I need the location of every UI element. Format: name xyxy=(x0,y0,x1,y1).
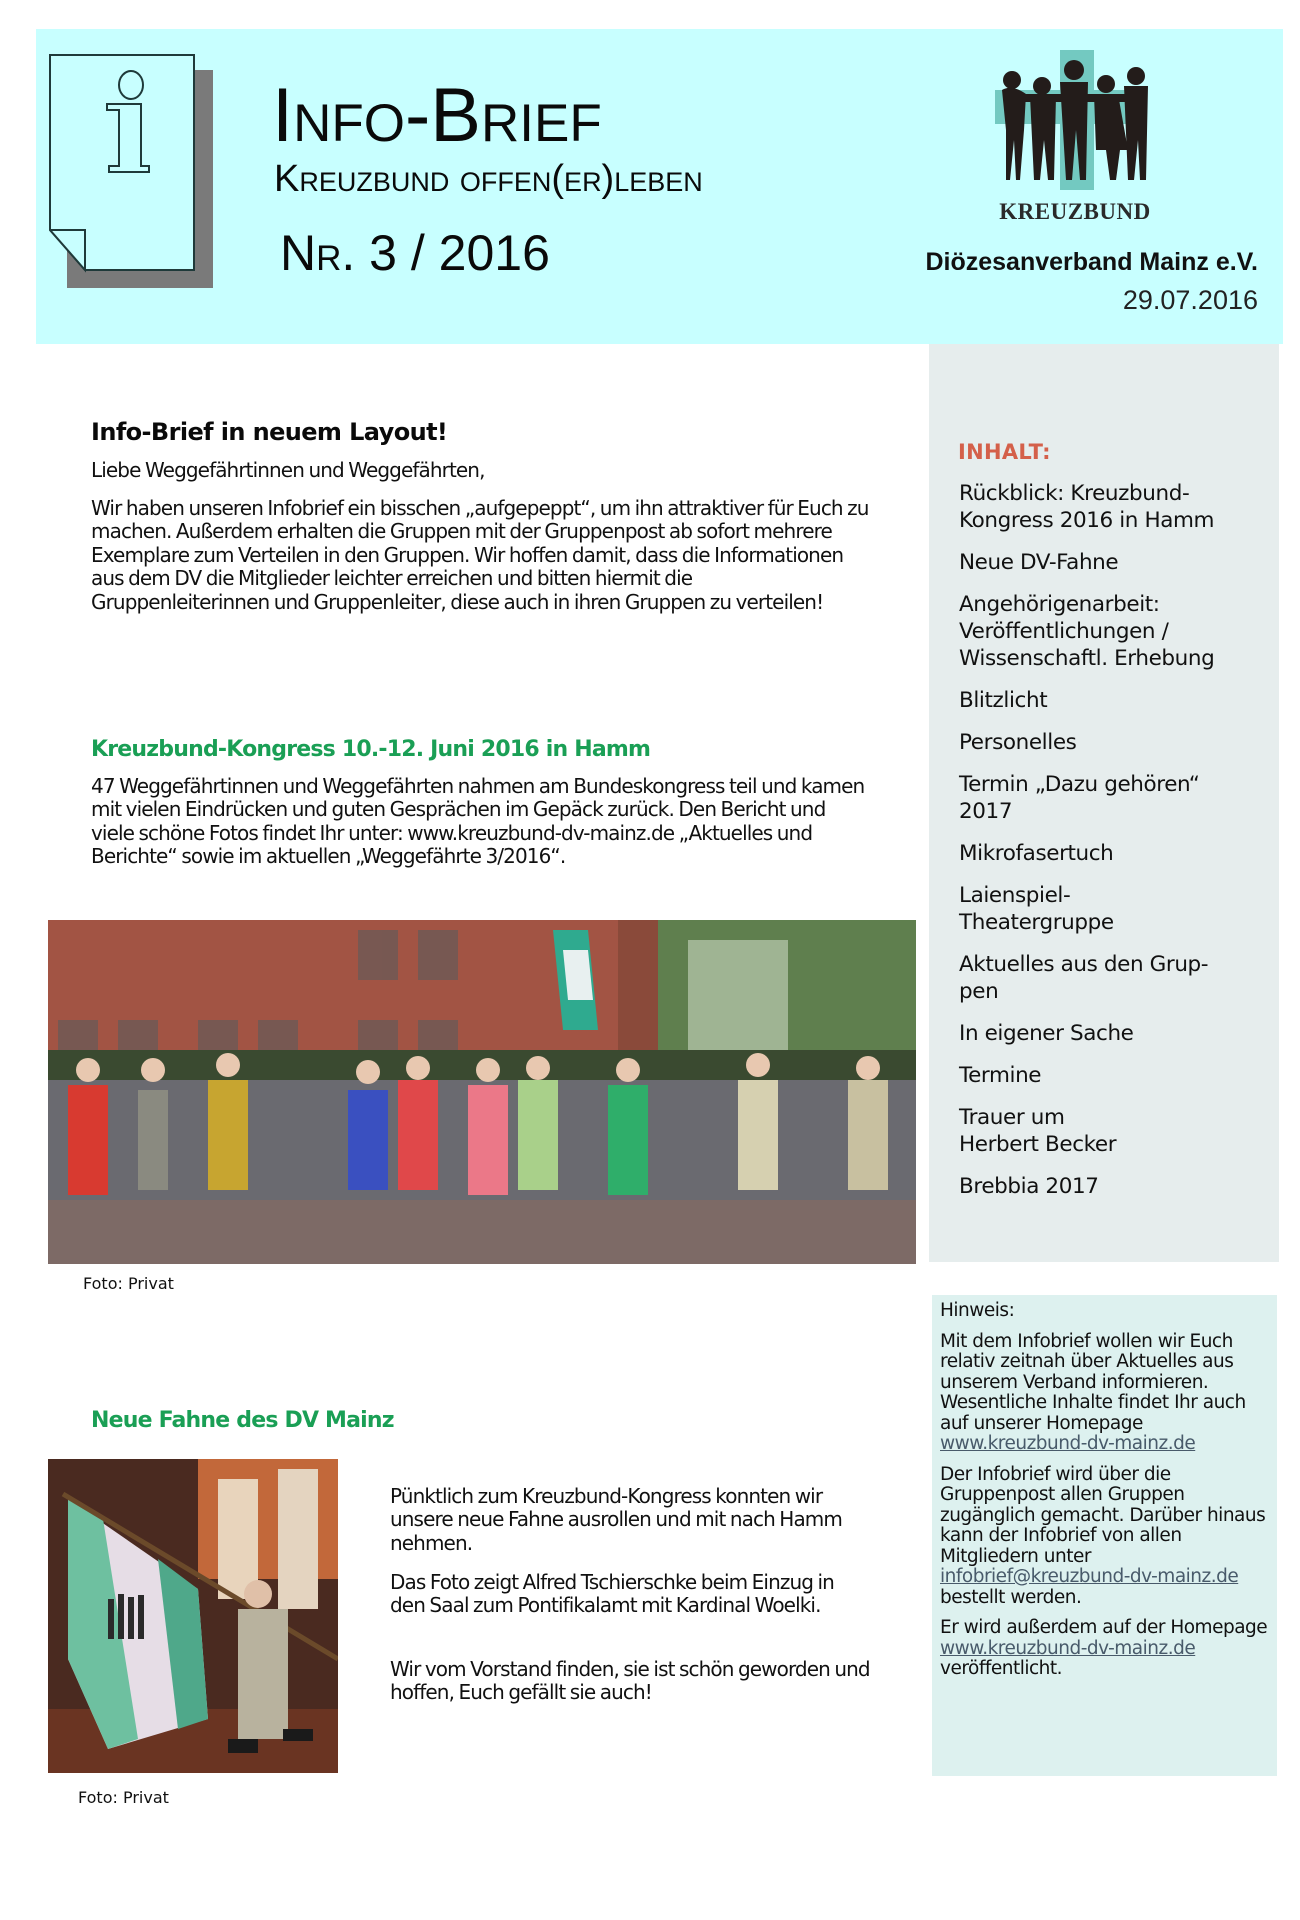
toc-item: Termin „Dazu gehören“ 2017 xyxy=(959,772,1200,824)
hinweis-text: Er wird außerdem auf der Homepage xyxy=(940,1617,1268,1638)
group-photo xyxy=(48,920,916,1264)
toc-item: Angehörigenarbeit: Veröffentlichungen / Wissenschaftl. Erhebung xyxy=(959,592,1215,671)
photo-caption: Foto: Privat xyxy=(83,1274,174,1293)
fahne-paragraph: Wir vom Vorstand finden, sie ist schön geworden und hoffen, Euch gefällt sie auch! xyxy=(390,1657,870,1705)
toc-item: Laienspiel- Theatergruppe xyxy=(959,883,1114,935)
flag-photo xyxy=(48,1459,338,1773)
hinweis-paragraph xyxy=(940,1618,1275,1680)
newsletter-title: Info-Brief xyxy=(272,73,602,158)
newsletter-subtitle: Kreuzbund offen(er)leben xyxy=(274,158,703,200)
intro-body: Wir haben unseren Infobrief ein bisschen „aufgepeppt“, um ihn attraktiver für Euch zu machen. Außerdem erhalten die Gruppen mit der Gruppenpost ab sofort mehrere Exemplare zum Verteilen in den Gruppen. Wir hoffen damit, dass die Informationen aus dem DV die Mitglieder leichter erreichen und bitten hiermit die Gruppenleiterinnen und Gruppenleiter, diese auch in ihren Gruppen zu verteilen! xyxy=(91,496,869,614)
homepage-link[interactable]: www.kreuzbund-dv-mainz.de xyxy=(940,1433,1196,1454)
kreuzbund-logo-icon xyxy=(990,50,1158,190)
hinweis-text: bestellt werden. xyxy=(940,1586,1082,1608)
fahne-paragraph: Pünktlich zum Kreuzbund-Kongress konnten wir unsere neue Fahne ausrollen und mit nach Hamm nehmen. xyxy=(390,1484,842,1555)
toc-item: Mikrofasertuch xyxy=(959,841,1114,866)
hinweis-text: Mit dem Infobrief wollen wir Euch relativ zeitnah über Aktuelles aus unserem Verband informieren. Wesentliche Inhalte findet Ihr auch auf unserer Homepage xyxy=(940,1330,1246,1434)
hinweis-text: veröffentlicht. xyxy=(940,1658,1063,1679)
toc-item: Rückblick: Kreuzbund- Kongress 2016 in Hamm xyxy=(959,481,1215,533)
toc-item: In eigener Sache xyxy=(959,1021,1134,1046)
toc-item: Personelles xyxy=(959,730,1077,755)
kongress-body: 47 Weggefährtinnen und Weggefährten nahmen am Bundeskongress teil und kamen mit vielen Eindrücken und guten Gesprächen im Gepäck zurück. Den Bericht und viele schöne Fotos findet Ihr unter: www.kreuzbund-dv-mainz.de „Aktuelles und Berichte“ sowie im aktuellen „Weggefährte 3/2016“. xyxy=(91,774,865,869)
organization-name: Diözesanverband Mainz e.V. xyxy=(925,248,1258,276)
fahne-paragraph: Das Foto zeigt Alfred Tschierschke beim Einzug in den Saal zum Pontifikalamt mit Kardinal Woelki. xyxy=(390,1570,834,1618)
logo-wordmark: KREUZBUND xyxy=(999,199,1151,224)
info-page-icon xyxy=(49,54,213,288)
issue-number: Nr. 3 / 2016 xyxy=(280,225,550,281)
homepage-link[interactable]: www.kreuzbund-dv-mainz.de xyxy=(940,1637,1196,1659)
toc-title: INHALT: xyxy=(958,440,1051,464)
toc-item: Trauer um Herbert Becker xyxy=(959,1105,1117,1157)
hinweis-title: Hinweis: xyxy=(940,1300,1015,1321)
toc-item: Aktuelles aus den Grup- pen xyxy=(959,952,1209,1004)
photo-caption: Foto: Privat xyxy=(78,1788,169,1807)
hinweis-box xyxy=(932,1295,1277,1776)
hinweis-paragraph xyxy=(940,1465,1275,1609)
toc-item: Neue DV-Fahne xyxy=(959,550,1119,575)
table-of-contents xyxy=(959,480,1259,1215)
issue-date: 29.07.2016 xyxy=(1122,285,1258,315)
kongress-heading: Kreuzbund-Kongress 10.-12. Juni 2016 in Hamm xyxy=(91,737,651,762)
toc-item: Blitzlicht xyxy=(959,688,1048,713)
hinweis-text: Der Infobrief wird über die Gruppenpost allen Gruppen zugänglich gemacht. Darüber hinaus kann der Infobrief von allen Mitgliedern unter xyxy=(940,1463,1266,1567)
toc-item: Termine xyxy=(959,1063,1042,1088)
intro-greeting: Liebe Weggefährtinnen und Weggefährten, xyxy=(91,458,485,482)
intro-heading: Info-Brief in neuem Layout! xyxy=(91,418,448,446)
email-link[interactable]: infobrief@kreuzbund-dv-mainz.de xyxy=(940,1566,1239,1587)
toc-item: Brebbia 2017 xyxy=(959,1174,1099,1199)
hinweis-paragraph xyxy=(940,1332,1275,1455)
fahne-heading: Neue Fahne des DV Mainz xyxy=(91,1408,394,1433)
